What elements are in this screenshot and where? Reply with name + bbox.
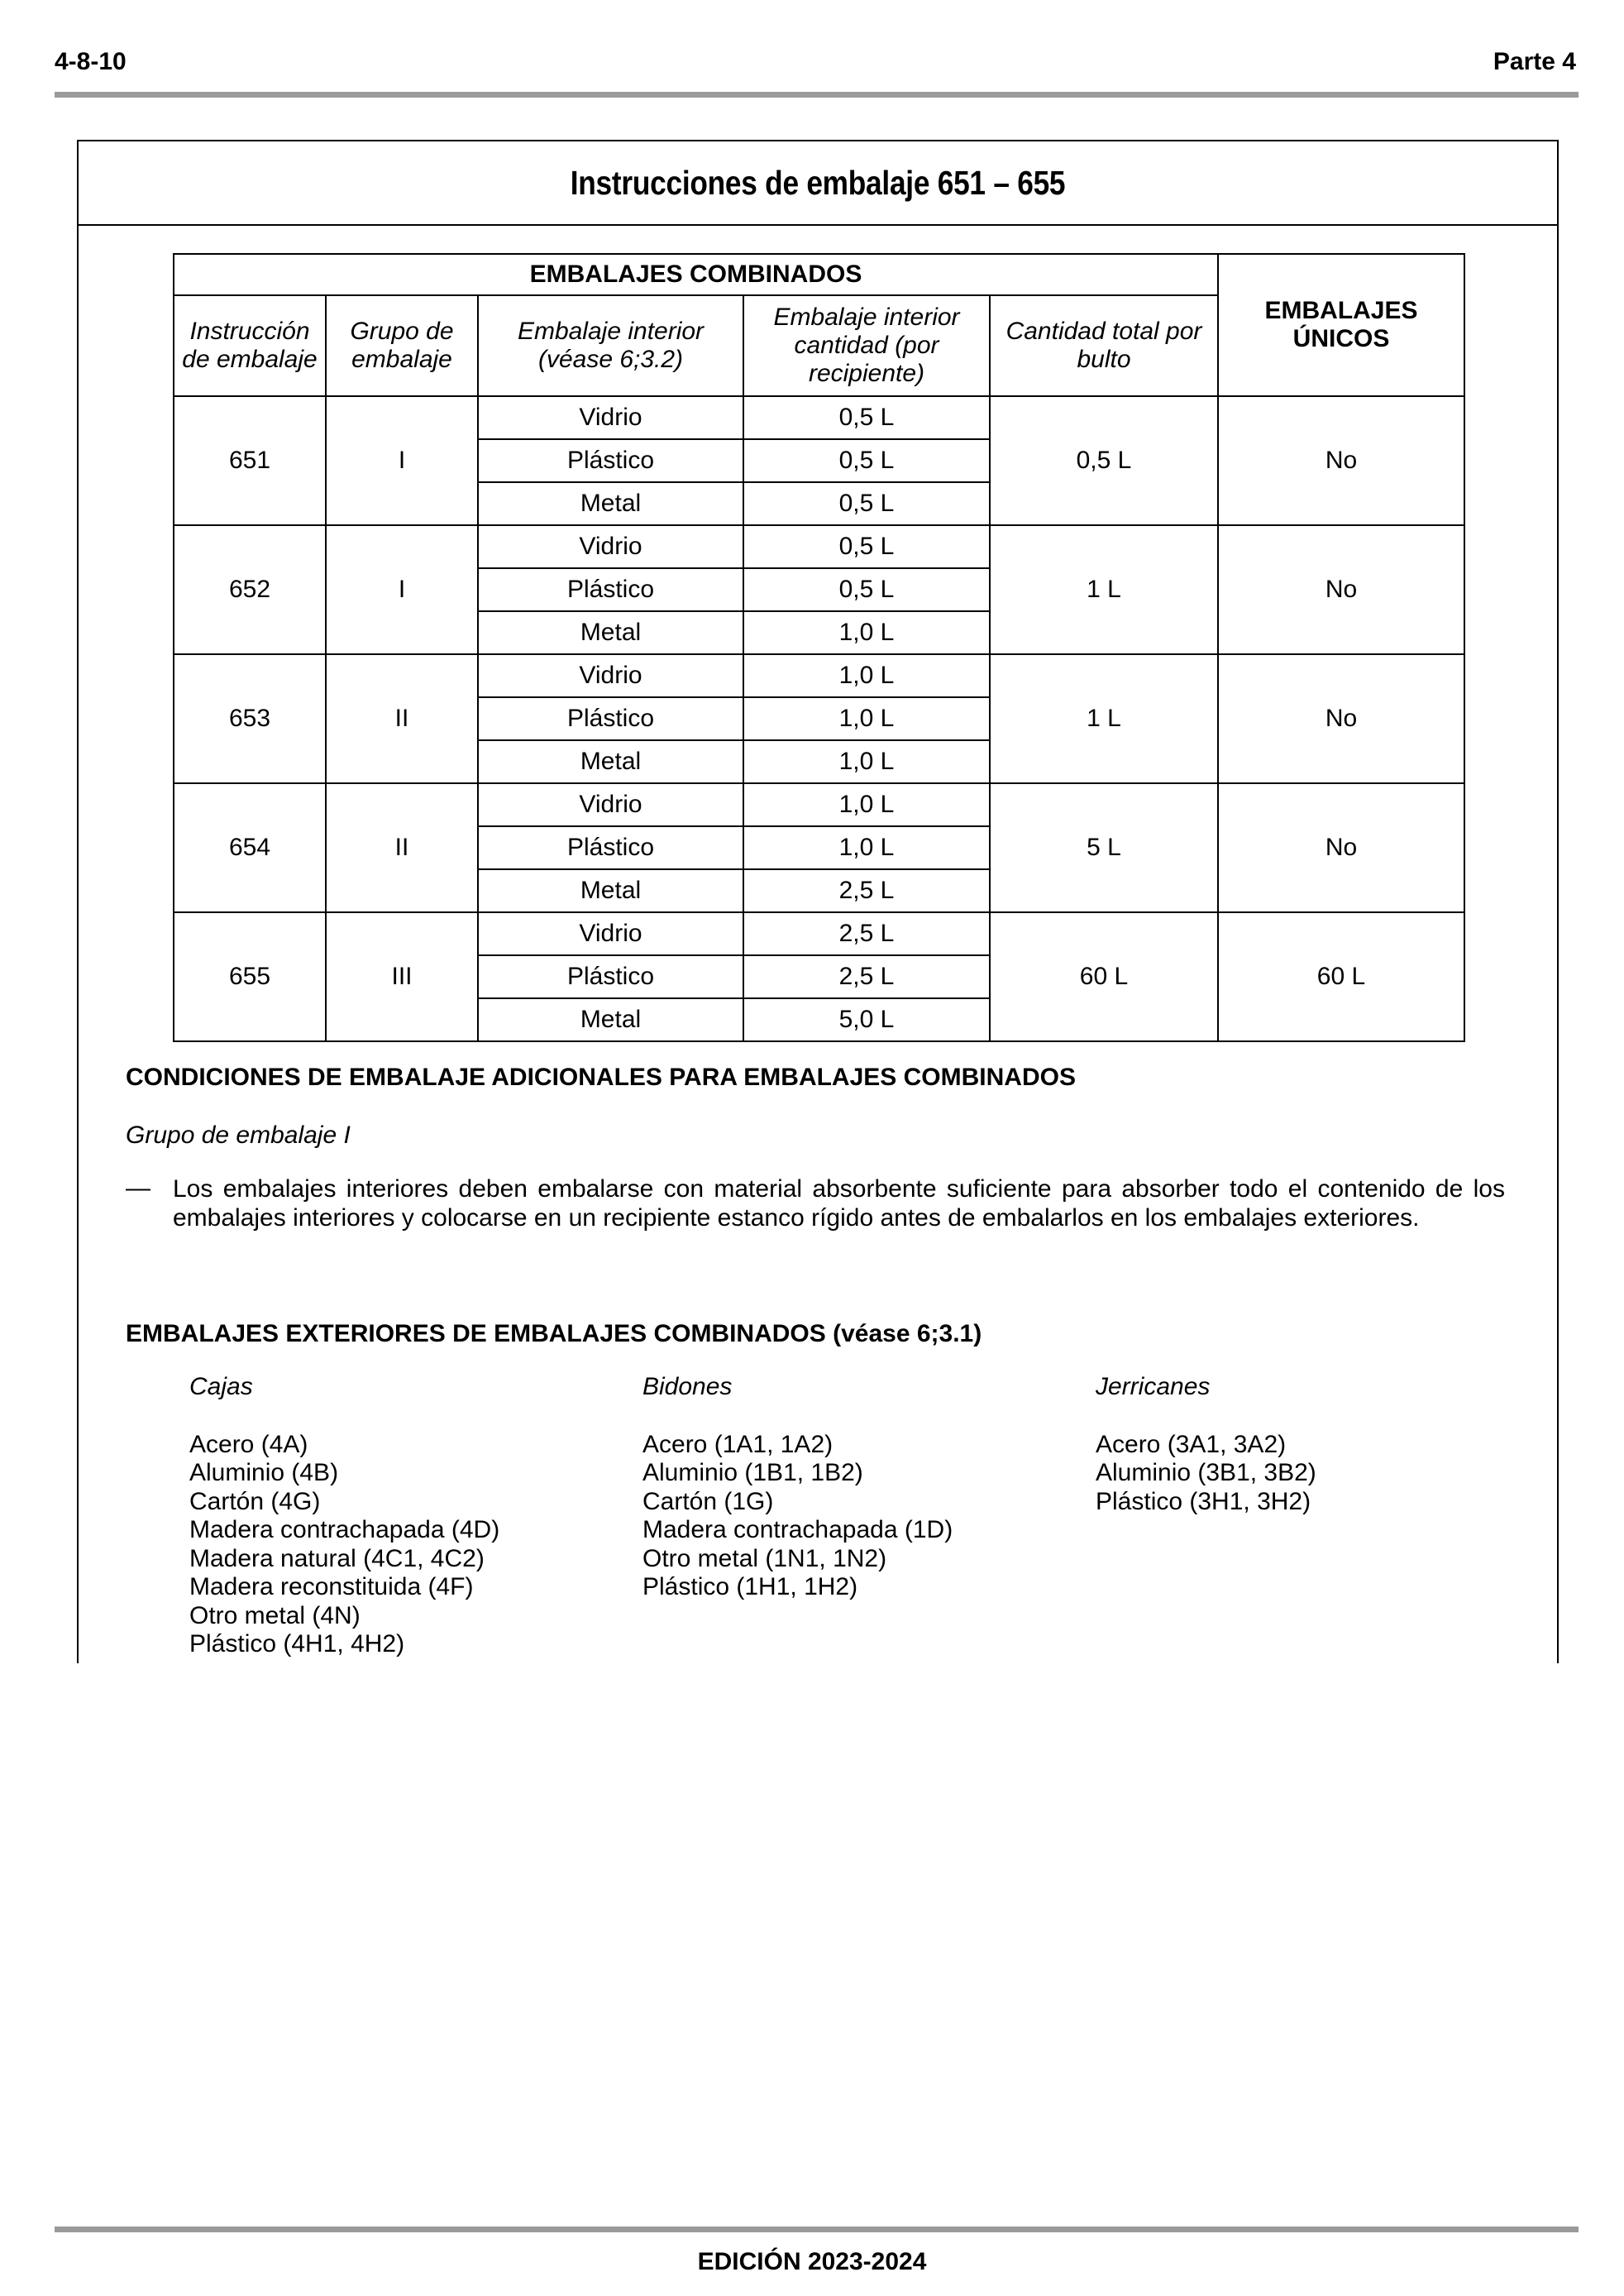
inner-material-cell: Metal [478,740,743,783]
list-item: Plástico (3H1, 3H2) [1096,1487,1311,1515]
inner-qty-cell: 1,0 L [743,654,990,697]
total-cell: 0,5 L [990,396,1218,525]
single-cell: 60 L [1218,912,1464,1041]
edition-footer: EDICIÓN 2023-2024 [697,2248,927,2275]
single-cell: No [1218,783,1464,912]
inner-qty-cell: 0,5 L [743,525,990,568]
list-item: Acero (3A1, 3A2) [1096,1430,1287,1458]
group-cell: III [326,912,478,1041]
inner-material-cell: Metal [478,998,743,1041]
page-header [55,48,1576,84]
frame-title-bar [79,141,1557,226]
inner-qty-cell: 1,0 L [743,740,990,783]
list-item: Cartón (4G) [189,1487,321,1515]
outer-packaging-title: EMBALAJES EXTERIORES DE EMBALAJES COMBINADOS (véase 6;3.1) [126,1320,982,1347]
column-heading: Cajas [189,1373,253,1400]
total-cell: 5 L [990,783,1218,912]
single-packaging-header: EMBALAJES ÚNICOS [1218,254,1464,396]
inner-qty-cell: 0,5 L [743,396,990,439]
col-header-group: Grupo de embalaje [326,295,478,396]
page-number: 4-8-10 [55,48,127,75]
list-item: Aluminio (3B1, 3B2) [1096,1459,1316,1486]
inner-material-cell: Plástico [478,697,743,740]
inner-qty-cell: 1,0 L [743,697,990,740]
list-item: Cartón (1G) [642,1487,774,1515]
outer-column-drums [642,1373,953,1602]
list-item: Plástico (1H1, 1H2) [642,1573,858,1600]
inner-material-cell: Vidrio [478,396,743,439]
group-cell: II [326,654,478,783]
col-header-inner-qty: Embalaje interior cantidad (por recipiente) [743,295,990,396]
total-cell: 1 L [990,654,1218,783]
outer-column-jerricans [1096,1373,1316,1516]
list-item: Madera contrachapada (1D) [642,1516,953,1543]
single-cell: No [1218,396,1464,525]
single-cell: No [1218,654,1464,783]
inner-material-cell: Metal [478,869,743,912]
list-item: Plástico (4H1, 4H2) [189,1630,405,1657]
inner-qty-cell: 1,0 L [743,611,990,654]
col-header-total: Cantidad total por bulto [990,295,1218,396]
condition-text: Los embalajes interiores deben embalarse con material absorbente suficiente para absorber todo el contenido de los embalajes interiores y colocarse en un recipiente estanco rígido antes de embalarlos en los embalajes exteriores. [173,1175,1505,1232]
instruction-cell: 653 [174,654,326,783]
table-row [174,654,1464,697]
packing-table [173,253,1465,1042]
inner-qty-cell: 1,0 L [743,826,990,869]
inner-material-cell: Vidrio [478,783,743,826]
inner-qty-cell: 0,5 L [743,568,990,611]
footer-rule [55,2227,1579,2232]
list-item: Madera reconstituida (4F) [189,1573,474,1600]
inner-qty-cell: 0,5 L [743,482,990,525]
outer-column-boxes [189,1373,499,1659]
inner-material-cell: Metal [478,482,743,525]
list-item: Acero (4A) [189,1430,308,1458]
inner-qty-cell: 2,5 L [743,912,990,955]
col-header-instruction: Instrucción de embalaje [174,295,326,396]
inner-qty-cell: 2,5 L [743,955,990,998]
inner-material-cell: Plástico [478,955,743,998]
inner-material-cell: Plástico [478,568,743,611]
header-rule [55,92,1579,98]
inner-material-cell: Vidrio [478,525,743,568]
list-item: Otro metal (4N) [189,1601,361,1629]
inner-material-cell: Metal [478,611,743,654]
inner-material-cell: Plástico [478,826,743,869]
conditions-title: CONDICIONES DE EMBALAJE ADICIONALES PARA EMBALAJES COMBINADOS [126,1064,1076,1091]
total-cell: 1 L [990,525,1218,654]
instruction-cell: 651 [174,396,326,525]
col-header-inner: Embalaje interior (véase 6;3.2) [478,295,743,396]
combined-packaging-header: EMBALAJES COMBINADOS [174,254,1218,295]
list-item: Madera contrachapada (4D) [189,1516,500,1543]
table-row [174,396,1464,439]
inner-qty-cell: 5,0 L [743,998,990,1041]
single-cell: No [1218,525,1464,654]
part-label: Parte 4 [1493,48,1576,75]
instruction-cell: 655 [174,912,326,1041]
group-cell: I [326,525,478,654]
list-item: Otro metal (1N1, 1N2) [642,1544,887,1572]
table-row [174,912,1464,955]
inner-qty-cell: 1,0 L [743,783,990,826]
page-title: Instrucciones de embalaje 651 – 655 [570,163,1066,202]
table-row [174,525,1464,568]
table-row [174,783,1464,826]
column-heading: Bidones [642,1373,733,1400]
conditions-subtitle: Grupo de embalaje I [126,1122,351,1149]
inner-material-cell: Vidrio [478,912,743,955]
column-heading: Jerricanes [1096,1373,1211,1400]
group-cell: II [326,783,478,912]
inner-qty-cell: 0,5 L [743,439,990,482]
total-cell: 60 L [990,912,1218,1041]
inner-qty-cell: 2,5 L [743,869,990,912]
list-item: Acero (1A1, 1A2) [642,1430,833,1458]
instruction-cell: 654 [174,783,326,912]
group-cell: I [326,396,478,525]
inner-material-cell: Vidrio [478,654,743,697]
bullet-dash: — [126,1174,150,1202]
list-item: Madera natural (4C1, 4C2) [189,1544,485,1572]
instruction-cell: 652 [174,525,326,654]
inner-material-cell: Plástico [478,439,743,482]
list-item: Aluminio (4B) [189,1459,339,1486]
list-item: Aluminio (1B1, 1B2) [642,1459,863,1486]
